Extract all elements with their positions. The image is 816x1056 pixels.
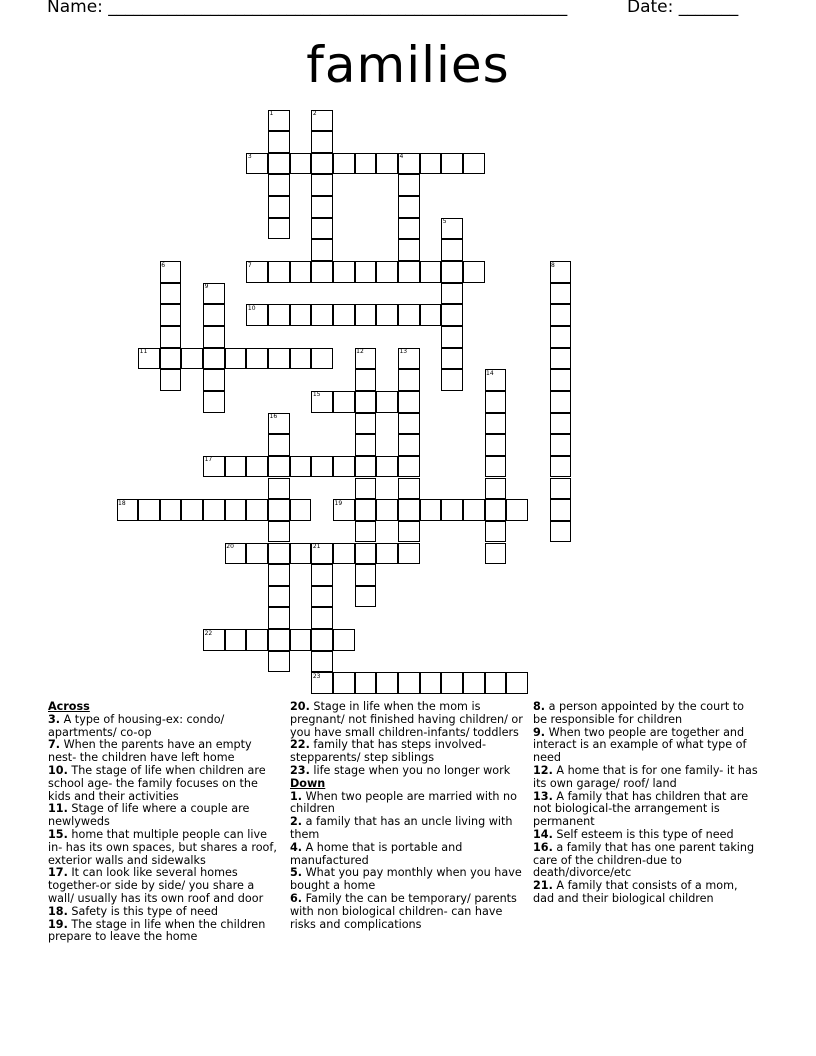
crossword-cell[interactable] xyxy=(485,499,507,521)
crossword-cell[interactable] xyxy=(160,499,182,521)
clue-text: Safety is this type of need xyxy=(67,904,219,918)
crossword-cell[interactable] xyxy=(441,153,463,175)
crossword-cell[interactable] xyxy=(376,153,398,175)
crossword-cell[interactable] xyxy=(441,283,463,305)
crossword-cell[interactable] xyxy=(181,348,203,370)
crossword-cell[interactable] xyxy=(398,672,420,694)
crossword-cell[interactable] xyxy=(376,391,398,413)
crossword-cell[interactable] xyxy=(268,110,290,132)
clue-number-label: 2 xyxy=(312,110,317,117)
clue-number: 22. xyxy=(290,738,310,752)
crossword-cell[interactable] xyxy=(376,261,398,283)
crossword-cell[interactable] xyxy=(268,348,290,370)
crossword-cell[interactable] xyxy=(506,672,528,694)
crossword-cell[interactable] xyxy=(355,672,377,694)
clue-number-label: 11 xyxy=(139,348,148,356)
clue-item xyxy=(533,880,761,906)
clue-item xyxy=(290,765,526,778)
crossword-cell[interactable] xyxy=(225,348,247,370)
clue-item xyxy=(290,816,526,842)
crossword-cell[interactable] xyxy=(246,304,268,326)
crossword-cell[interactable] xyxy=(311,153,333,175)
crossword-cell[interactable] xyxy=(311,174,333,196)
crossword-cell[interactable] xyxy=(441,672,463,694)
crossword-cell[interactable] xyxy=(290,304,312,326)
crossword-cell[interactable] xyxy=(485,521,507,543)
crossword-cell[interactable] xyxy=(506,499,528,521)
crossword-cell[interactable] xyxy=(485,456,507,478)
crossword-cell[interactable] xyxy=(333,391,355,413)
crossword-cell[interactable] xyxy=(550,391,572,413)
clue-text: The stage of life when children are school age- the family focuses on the kids and their activities xyxy=(48,763,266,803)
clue-item xyxy=(48,867,280,905)
crossword-cell[interactable] xyxy=(485,478,507,500)
crossword-cell[interactable] xyxy=(463,672,485,694)
clue-number: 18. xyxy=(48,904,68,918)
clue-number-label: 15 xyxy=(312,391,321,399)
clue-text: A type of housing-ex: condo/ apartments/ co-op xyxy=(48,712,225,739)
crossword-cell[interactable] xyxy=(441,499,463,521)
crossword-cell[interactable] xyxy=(268,564,290,586)
crossword-cell[interactable] xyxy=(311,586,333,608)
clue-number-label: 6 xyxy=(161,261,166,269)
clue-text: a family that has an uncle living with them xyxy=(290,815,513,841)
crossword-cell[interactable] xyxy=(550,283,572,305)
crossword-cell[interactable] xyxy=(203,348,225,370)
crossword-cell[interactable] xyxy=(246,348,268,370)
clue-text: a family that has one parent taking care of the children-due to death/divorce/etc xyxy=(533,840,755,880)
crossword-cell[interactable] xyxy=(311,672,333,694)
crossword-cell[interactable] xyxy=(311,218,333,240)
clue-item xyxy=(48,829,280,867)
crossword-cell[interactable] xyxy=(225,543,247,565)
clue-item xyxy=(290,893,526,931)
crossword-cell[interactable] xyxy=(311,131,333,153)
clue-number-label: 8 xyxy=(551,261,555,269)
clue-number: 2. xyxy=(290,815,303,829)
clue-item xyxy=(290,739,526,765)
clue-number: 1. xyxy=(290,789,303,803)
crossword-cell[interactable] xyxy=(463,499,485,521)
crossword-cell[interactable] xyxy=(463,261,485,283)
clue-number: 10. xyxy=(48,763,68,777)
crossword-cell[interactable] xyxy=(398,196,420,218)
clue-item xyxy=(48,765,280,803)
crossword-cell[interactable] xyxy=(290,348,312,370)
crossword-cell[interactable] xyxy=(355,153,377,175)
clue-number-label: 7 xyxy=(247,261,252,269)
clue-text: Self esteem is this type of need xyxy=(552,827,734,841)
clue-item xyxy=(48,739,280,765)
crossword-cell[interactable] xyxy=(355,586,377,608)
crossword-cell[interactable] xyxy=(550,478,572,500)
crossword-cell[interactable] xyxy=(420,672,442,694)
crossword-cell[interactable] xyxy=(160,283,182,305)
crossword-cell[interactable] xyxy=(290,261,312,283)
crossword-cell[interactable] xyxy=(181,499,203,521)
clue-text: life stage when you no longer work xyxy=(309,763,511,777)
crossword-cell[interactable] xyxy=(311,304,333,326)
clue-number: 19. xyxy=(48,917,68,931)
clue-number-label: 16 xyxy=(269,413,278,421)
clues-column-3 xyxy=(533,701,761,906)
crossword-cell[interactable] xyxy=(441,369,463,391)
clue-number-label: 13 xyxy=(399,348,408,356)
crossword-cell[interactable] xyxy=(117,499,139,521)
clue-text: Family the can be temporary/ parents with non biological children- can have risks and complications xyxy=(290,891,517,931)
clue-number: 11. xyxy=(48,802,68,816)
crossword-cell[interactable] xyxy=(311,543,333,565)
crossword-cell[interactable] xyxy=(246,153,268,175)
clue-text: A home that is for one family- it has its own garage/ roof/ land xyxy=(533,763,758,790)
clue-number-label: 14 xyxy=(486,369,494,377)
crossword-cell[interactable] xyxy=(138,499,160,521)
crossword-cell[interactable] xyxy=(268,499,290,521)
clue-number-label: 10 xyxy=(247,304,256,312)
crossword-cell[interactable] xyxy=(376,672,398,694)
crossword-cell[interactable] xyxy=(333,304,355,326)
clue-text: home that multiple people can live in- has its own spaces, but shares a roof, exterior walls and sidewalks xyxy=(48,827,277,867)
crossword-cell[interactable] xyxy=(441,218,463,240)
clue-number-label: 5 xyxy=(442,218,447,226)
clue-number: 14. xyxy=(533,827,553,841)
crossword-cell[interactable] xyxy=(355,543,377,565)
crossword-cell[interactable] xyxy=(550,456,572,478)
crossword-cell[interactable] xyxy=(376,543,398,565)
crossword-cell[interactable] xyxy=(355,304,377,326)
crossword-cell[interactable] xyxy=(311,196,333,218)
crossword-cell[interactable] xyxy=(290,456,312,478)
crossword-cell[interactable] xyxy=(268,131,290,153)
crossword-cell[interactable] xyxy=(355,261,377,283)
crossword-cell[interactable] xyxy=(398,348,420,370)
crossword-cell[interactable] xyxy=(225,629,247,651)
crossword-cell[interactable] xyxy=(333,543,355,565)
crossword-cell[interactable] xyxy=(203,283,225,305)
crossword-cell[interactable] xyxy=(333,456,355,478)
crossword-cell[interactable] xyxy=(376,456,398,478)
crossword-cell[interactable] xyxy=(246,261,268,283)
clue-number-label: 19 xyxy=(334,499,343,507)
clue-item xyxy=(533,765,761,791)
clue-number: 4. xyxy=(290,840,303,854)
crossword-cell[interactable] xyxy=(550,499,572,521)
crossword-cell[interactable] xyxy=(550,304,572,326)
crossword-cell[interactable] xyxy=(311,607,333,629)
crossword-cell[interactable] xyxy=(290,543,312,565)
clue-item xyxy=(290,867,526,893)
crossword-cell[interactable] xyxy=(268,456,290,478)
clue-number: 17. xyxy=(48,866,68,880)
crossword-cell[interactable] xyxy=(420,153,442,175)
crossword-cell[interactable] xyxy=(203,456,225,478)
clue-text: A family that consists of a mom, dad and their biological children xyxy=(533,879,738,905)
crossword-cell[interactable] xyxy=(268,196,290,218)
clue-number: 21. xyxy=(533,879,553,893)
crossword-cell[interactable] xyxy=(268,153,290,175)
crossword-cell[interactable] xyxy=(203,391,225,413)
crossword-cell[interactable] xyxy=(355,348,377,370)
crossword-cell[interactable] xyxy=(485,413,507,435)
crossword-cell[interactable] xyxy=(550,348,572,370)
crossword-cell[interactable] xyxy=(355,369,377,391)
crossword-cell[interactable] xyxy=(311,629,333,651)
clue-text: When two people are together and interact is an example of what type of need xyxy=(533,725,747,765)
crossword-cell[interactable] xyxy=(333,499,355,521)
crossword-cell[interactable] xyxy=(246,456,268,478)
across-heading: Across xyxy=(48,700,90,713)
crossword-cell[interactable] xyxy=(160,326,182,348)
clue-text: When the parents have an empty nest- the children have left home xyxy=(48,738,252,765)
clue-number: 8. xyxy=(533,700,546,713)
clue-text: A home that is portable and manufactured xyxy=(290,840,463,867)
clue-number: 7. xyxy=(48,738,61,752)
clue-number-label: 22 xyxy=(204,629,213,637)
clue-number: 12. xyxy=(533,763,553,777)
crossword-cell[interactable] xyxy=(485,672,507,694)
crossword-cell[interactable] xyxy=(311,348,333,370)
crossword-cell[interactable] xyxy=(485,369,507,391)
clue-number: 16. xyxy=(533,840,553,854)
crossword-cell[interactable] xyxy=(398,499,420,521)
crossword-cell[interactable] xyxy=(550,326,572,348)
crossword-cell[interactable] xyxy=(246,629,268,651)
crossword-cell[interactable] xyxy=(203,304,225,326)
crossword-cell[interactable] xyxy=(333,672,355,694)
crossword-cell[interactable] xyxy=(290,499,312,521)
crossword-cell[interactable] xyxy=(311,564,333,586)
clue-item xyxy=(290,842,526,868)
crossword-cell[interactable] xyxy=(268,434,290,456)
clue-number-label: 1 xyxy=(269,110,274,117)
clue-text: What you pay monthly when you have bought a home xyxy=(290,866,522,893)
crossword-cell[interactable] xyxy=(420,261,442,283)
crossword-cell[interactable] xyxy=(268,218,290,240)
clue-text: A family that has children that are not biological-the arrangement is permanent xyxy=(533,789,749,829)
date-field[interactable]: Date: _______ xyxy=(627,0,739,17)
clue-text: It can look like several homes together-or side by side/ you share a wall/ usually has its own roof and door xyxy=(48,866,264,905)
clue-number-label: 23 xyxy=(312,672,321,680)
clue-number-label: 9 xyxy=(204,283,209,291)
crossword-cell[interactable] xyxy=(441,304,463,326)
crossword-cell[interactable] xyxy=(311,261,333,283)
clue-text: Stage in life when the mom is pregnant/ not finished having children/ or you have small children-infants/ toddlers xyxy=(290,700,523,739)
clue-item xyxy=(533,727,761,765)
crossword-cell[interactable] xyxy=(355,456,377,478)
crossword-cell[interactable] xyxy=(463,153,485,175)
crossword-cell[interactable] xyxy=(311,239,333,261)
clue-number: 23. xyxy=(290,763,310,777)
clue-number-label: 20 xyxy=(226,543,234,550)
clue-text: The stage in life when the children prepare to leave the home xyxy=(48,917,266,944)
crossword-cell[interactable] xyxy=(485,434,507,456)
crossword-cell[interactable] xyxy=(268,543,290,565)
crossword-cell[interactable] xyxy=(268,261,290,283)
crossword-cell[interactable] xyxy=(420,499,442,521)
crossword-cell[interactable] xyxy=(160,304,182,326)
clue-number-label: 3 xyxy=(247,153,252,161)
crossword-cell[interactable] xyxy=(268,413,290,435)
name-field[interactable]: Name: ______________________________________________________ xyxy=(47,0,568,17)
crossword-cell[interactable] xyxy=(268,629,290,651)
clue-number-label: 4 xyxy=(399,153,404,161)
crossword-cell[interactable] xyxy=(398,391,420,413)
clue-item xyxy=(290,701,526,739)
crossword-cell[interactable] xyxy=(398,304,420,326)
clue-number: 13. xyxy=(533,789,553,803)
crossword-cell[interactable] xyxy=(311,110,333,132)
crossword-cell[interactable] xyxy=(311,456,333,478)
crossword-cell[interactable] xyxy=(333,629,355,651)
crossword-cell[interactable] xyxy=(398,153,420,175)
crossword-cell[interactable] xyxy=(398,413,420,435)
clue-number: 5. xyxy=(290,866,303,880)
clue-number: 6. xyxy=(290,891,303,905)
crossword-cell[interactable] xyxy=(203,629,225,651)
clue-item xyxy=(48,803,280,829)
clue-number: 9. xyxy=(533,725,546,739)
clue-item xyxy=(48,919,280,945)
clue-text: family that has steps involved-stepparents/ step siblings xyxy=(290,738,487,765)
crossword-cell[interactable] xyxy=(398,261,420,283)
crossword-cell[interactable] xyxy=(355,564,377,586)
crossword-cell[interactable] xyxy=(550,261,572,283)
crossword-cell[interactable] xyxy=(398,543,420,565)
crossword-cell[interactable] xyxy=(355,478,377,500)
crossword-cell[interactable] xyxy=(246,543,268,565)
crossword-cell[interactable] xyxy=(550,521,572,543)
crossword-cell[interactable] xyxy=(398,239,420,261)
down-heading: Down xyxy=(290,776,326,790)
crossword-cell[interactable] xyxy=(333,261,355,283)
crossword-cell[interactable] xyxy=(160,348,182,370)
clue-item xyxy=(290,791,526,817)
crossword-cell[interactable] xyxy=(485,391,507,413)
clue-number-label: 17 xyxy=(204,456,213,464)
crossword-cell[interactable] xyxy=(398,521,420,543)
crossword-cell[interactable] xyxy=(290,153,312,175)
crossword-cell[interactable] xyxy=(550,413,572,435)
crossword-cell[interactable] xyxy=(268,607,290,629)
crossword-cell[interactable] xyxy=(203,499,225,521)
crossword-cell[interactable] xyxy=(268,304,290,326)
clue-number-label: 18 xyxy=(118,499,126,507)
crossword-cell[interactable] xyxy=(398,369,420,391)
clue-item xyxy=(48,714,280,740)
clue-number: 20. xyxy=(290,700,310,713)
crossword-cell[interactable] xyxy=(420,304,442,326)
clues-column-1 xyxy=(48,701,280,944)
clue-text: Stage of life where a couple are newlyweds xyxy=(48,802,250,829)
clues-column-2 xyxy=(290,701,526,931)
crossword-cell[interactable] xyxy=(376,304,398,326)
crossword-cell[interactable] xyxy=(398,174,420,196)
crossword-cell[interactable] xyxy=(398,456,420,478)
crossword-cell[interactable] xyxy=(441,348,463,370)
crossword-cell[interactable] xyxy=(225,456,247,478)
crossword-cell[interactable] xyxy=(355,413,377,435)
crossword-cell[interactable] xyxy=(160,261,182,283)
crossword-cell[interactable] xyxy=(398,434,420,456)
crossword-cell[interactable] xyxy=(333,153,355,175)
crossword-cell[interactable] xyxy=(246,499,268,521)
crossword-cell[interactable] xyxy=(441,326,463,348)
crossword-cell[interactable] xyxy=(441,239,463,261)
crossword-cell[interactable] xyxy=(550,369,572,391)
crossword-cell[interactable] xyxy=(355,499,377,521)
crossword-cell[interactable] xyxy=(290,629,312,651)
crossword-cell[interactable] xyxy=(268,174,290,196)
crossword-cell[interactable] xyxy=(311,651,333,673)
crossword-cell[interactable] xyxy=(355,391,377,413)
clue-item xyxy=(533,791,761,829)
crossword-cell[interactable] xyxy=(485,543,507,565)
crossword-cell[interactable] xyxy=(311,391,333,413)
crossword-cell[interactable] xyxy=(550,434,572,456)
clue-item xyxy=(533,842,761,880)
page-title: families xyxy=(306,36,510,94)
crossword-cell[interactable] xyxy=(160,369,182,391)
clue-number-label: 21 xyxy=(312,543,321,550)
crossword-cell[interactable] xyxy=(268,651,290,673)
crossword-cell[interactable] xyxy=(203,326,225,348)
clue-number-label: 12 xyxy=(356,348,364,356)
crossword-cell[interactable] xyxy=(376,499,398,521)
crossword-cell[interactable] xyxy=(268,478,290,500)
clue-number: 15. xyxy=(48,827,68,841)
crossword-cell[interactable] xyxy=(203,369,225,391)
crossword-cell[interactable] xyxy=(268,586,290,608)
crossword-cell[interactable] xyxy=(355,521,377,543)
clue-text: a person appointed by the court to be responsible for children xyxy=(533,700,745,726)
clue-text: When two people are married with no children xyxy=(290,789,517,816)
crossword-cell[interactable] xyxy=(225,499,247,521)
crossword-cell[interactable] xyxy=(398,478,420,500)
crossword-cell[interactable] xyxy=(355,434,377,456)
crossword-cell[interactable] xyxy=(138,348,160,370)
clue-item xyxy=(533,701,761,727)
crossword-cell[interactable] xyxy=(268,521,290,543)
crossword-cell[interactable] xyxy=(398,218,420,240)
crossword-cell[interactable] xyxy=(441,261,463,283)
clue-number: 3. xyxy=(48,712,61,726)
